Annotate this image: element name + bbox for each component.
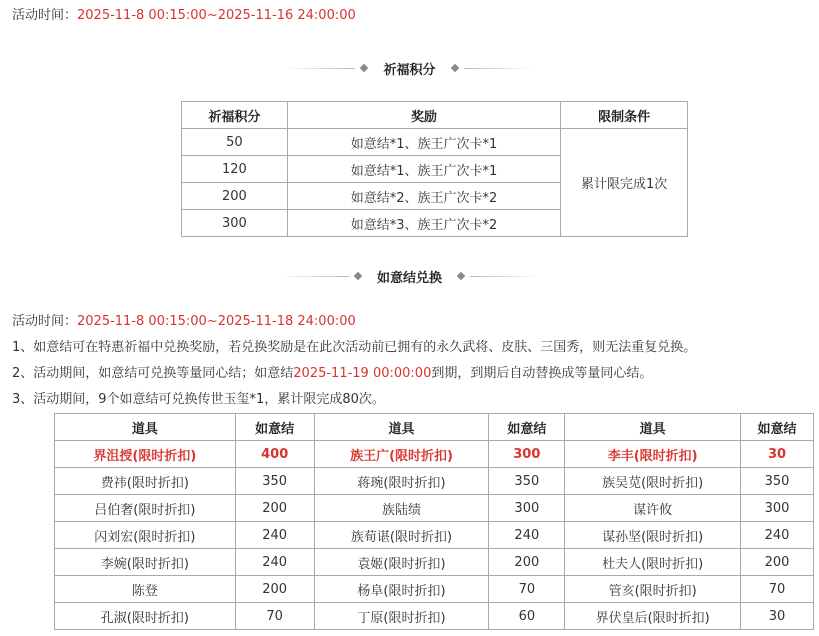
activity-time-line-2 (12, 313, 356, 331)
knot-cell: 240 (235, 549, 314, 576)
diamond-icon (457, 272, 465, 280)
table-row (55, 468, 814, 495)
rule-note-3: 3、活动期间，9个如意结可兑换传世玉玺*1，累计限完成80次。 (12, 392, 385, 407)
knot-cell: 240 (489, 522, 565, 549)
table-row (55, 603, 814, 630)
knot-cell: 240 (235, 522, 314, 549)
item-cell: 界伏皇后(限时折扣) (565, 603, 741, 630)
knot-cell: 350 (235, 468, 314, 495)
item-cell: 闪刘宏(限时折扣) (55, 522, 236, 549)
item-cell: 杜夫人(限时折扣) (565, 549, 741, 576)
reward-cell: 如意结*3、族王广次卡*2 (287, 210, 560, 237)
knot-cell: 350 (489, 468, 565, 495)
rule-note-2-a: 2、活动期间，如意结可兑换等量同心结；如意结 (12, 366, 294, 381)
knot-exchange-table (54, 413, 814, 630)
table-row-highlight (55, 441, 814, 468)
knot-cell: 30 (741, 603, 814, 630)
section-title-text: 祈福积分 (383, 62, 436, 78)
item-cell: 袁姬(限时折扣) (314, 549, 489, 576)
points-cell: 120 (182, 156, 288, 183)
item-cell: 陈登 (55, 576, 236, 603)
item-cell: 吕伯奢(限时折扣) (55, 495, 236, 522)
item-cell: 族荀谌(限时折扣) (314, 522, 489, 549)
knot-cell: 300 (489, 441, 565, 468)
header-item: 道具 (55, 414, 236, 441)
knot-cell: 30 (741, 441, 814, 468)
knot-cell: 60 (489, 603, 565, 630)
table-header-row (182, 102, 688, 129)
activity-time-line-1 (12, 7, 356, 25)
table-row (55, 549, 814, 576)
header-item: 道具 (314, 414, 489, 441)
item-cell: 族吴苋(限时折扣) (565, 468, 741, 495)
rule-note-2-b: 到期，到期后自动替换成等量同心结。 (431, 366, 653, 381)
item-cell: 李丰(限时折扣) (565, 441, 741, 468)
reward-cell: 如意结*2、族王广次卡*2 (287, 183, 560, 210)
knot-cell: 240 (741, 522, 814, 549)
section-title-prayer-points (0, 58, 819, 78)
knot-cell: 200 (741, 549, 814, 576)
item-cell: 谋许攸 (565, 495, 741, 522)
table-row (55, 576, 814, 603)
item-cell: 界沮授(限时折扣) (55, 441, 236, 468)
activity-time-label: 活动时间： (12, 8, 78, 23)
prayer-points-table (181, 101, 688, 237)
header-item: 道具 (565, 414, 741, 441)
knot-cell: 70 (489, 576, 565, 603)
knot-cell: 300 (741, 495, 814, 522)
section-title-knot-exchange (0, 266, 819, 286)
diamond-icon (360, 64, 368, 72)
knot-cell: 70 (741, 576, 814, 603)
item-cell: 杨阜(限时折扣) (314, 576, 489, 603)
table-row (55, 495, 814, 522)
activity-time-range: 2025-11-8 00:15:00~2025-11-16 24:00:00 (77, 8, 356, 23)
knot-cell: 400 (235, 441, 314, 468)
rule-note-1: 1、如意结可在特惠祈福中兑换奖励，若兑换奖励是在此次活动前已拥有的永久武将、皮肤、三国秀，则无法重复兑换。 (12, 340, 697, 355)
table-row (182, 129, 688, 156)
section-title-text: 如意结兑换 (376, 270, 442, 286)
header-knot: 如意结 (235, 414, 314, 441)
diamond-icon (450, 64, 458, 72)
table-row (55, 522, 814, 549)
header-reward: 奖励 (287, 102, 560, 129)
header-knot: 如意结 (741, 414, 814, 441)
item-cell: 谋孙坚(限时折扣) (565, 522, 741, 549)
header-points: 祈福积分 (182, 102, 288, 129)
knot-cell: 200 (235, 495, 314, 522)
item-cell: 族陆绩 (314, 495, 489, 522)
activity-time-range: 2025-11-8 00:15:00~2025-11-18 24:00:00 (77, 314, 356, 329)
points-cell: 300 (182, 210, 288, 237)
item-cell: 孔淑(限时折扣) (55, 603, 236, 630)
header-knot: 如意结 (489, 414, 565, 441)
points-cell: 200 (182, 183, 288, 210)
item-cell: 费祎(限时折扣) (55, 468, 236, 495)
knot-cell: 350 (741, 468, 814, 495)
rule-note-2-date: 2025-11-19 00:00:00 (293, 366, 432, 381)
reward-cell: 如意结*1、族王广次卡*1 (287, 129, 560, 156)
points-cell: 50 (182, 129, 288, 156)
knot-cell: 70 (235, 603, 314, 630)
item-cell: 丁原(限时折扣) (314, 603, 489, 630)
limit-cell: 累计限完成1次 (561, 129, 688, 237)
diamond-icon (354, 272, 362, 280)
item-cell: 蒋琬(限时折扣) (314, 468, 489, 495)
header-limit: 限制条件 (561, 102, 688, 129)
rule-note-2 (12, 365, 652, 383)
activity-time-label: 活动时间： (12, 314, 78, 329)
table-header-row (55, 414, 814, 441)
item-cell: 族王广(限时折扣) (314, 441, 489, 468)
reward-cell: 如意结*1、族王广次卡*1 (287, 156, 560, 183)
knot-cell: 300 (489, 495, 565, 522)
item-cell: 李婉(限时折扣) (55, 549, 236, 576)
knot-cell: 200 (489, 549, 565, 576)
item-cell: 管亥(限时折扣) (565, 576, 741, 603)
knot-cell: 200 (235, 576, 314, 603)
